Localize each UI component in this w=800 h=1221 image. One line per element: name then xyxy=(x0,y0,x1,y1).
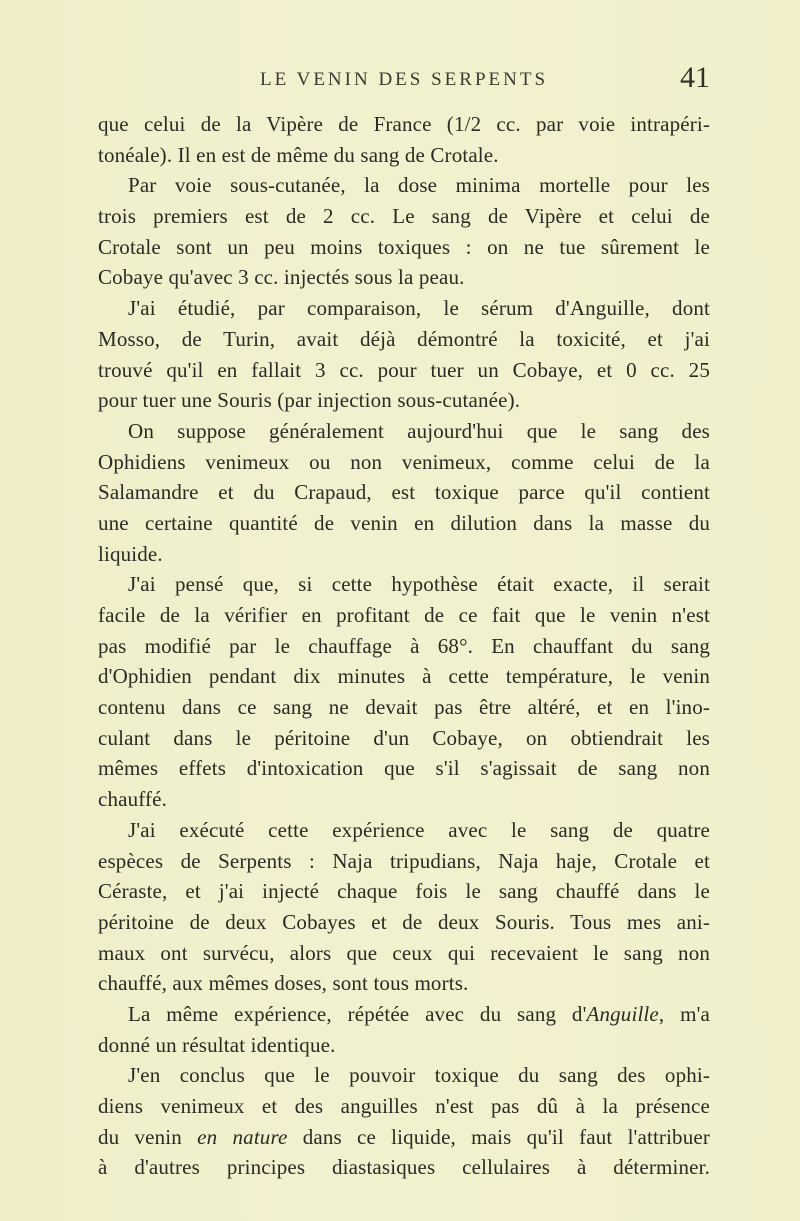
text-line: Cobaye qu'avec 3 cc. injectés sous la peau. xyxy=(98,265,465,290)
text-line: trois premiers est de 2 cc. Le sang de Vipère et celui de xyxy=(98,204,710,229)
text-line: pour tuer une Souris (par injection sous-cutanée). xyxy=(98,388,521,413)
text-line: péritoine de deux Cobayes et de deux Souris. Tous mes ani- xyxy=(98,909,710,934)
page-header xyxy=(98,62,710,98)
italic-term: Anguille xyxy=(586,1001,659,1026)
italic-term: en nature xyxy=(197,1124,288,1149)
text-line: contenu dans ce sang ne devait pas être altéré, et en l'ino- xyxy=(98,695,710,720)
text-run: dans ce liquide, mais qu'il faut l'attribuer xyxy=(287,1124,710,1149)
running-title: LE VENIN DES SERPENTS xyxy=(259,69,549,90)
text-line: espèces de Serpents : Naja tripudians, Naja haje, Crotale et xyxy=(98,848,710,873)
page-number: 41 xyxy=(680,61,710,94)
text-line: Mosso, de Turin, avait déjà démontré la toxicité, et j'ai xyxy=(98,326,710,351)
text-line: liquide. xyxy=(98,541,163,566)
text-line: Céraste, et j'ai injecté chaque fois le sang chauffé dans le xyxy=(98,879,710,904)
text-line: donné un résultat identique. xyxy=(98,1032,336,1057)
text-line: trouvé qu'il en fallait 3 cc. pour tuer un Cobaye, et 0 cc. 25 xyxy=(98,357,710,382)
text-line: facile de la vérifier en profitant de ce fait que le venin n'est xyxy=(98,603,710,627)
text-run: du venin xyxy=(98,1124,198,1149)
text-line: J'ai pensé que, si cette hypothèse était exacte, il serait xyxy=(128,572,710,597)
text-line xyxy=(98,999,710,1030)
text-line: mêmes effets d'intoxication que s'il s'agissait de sang non xyxy=(98,756,710,781)
text-line: maux ont survécu, alors que ceux qui recevaient le sang non xyxy=(98,940,710,965)
text-line: une certaine quantité de venin en dilution dans la masse du xyxy=(98,510,710,535)
text-line: chauffé. xyxy=(98,787,168,812)
text-line: que celui de la Vipère de France (1/2 cc. par voie intrapéri- xyxy=(98,112,710,136)
body-text xyxy=(98,109,710,1183)
text-line: J'en conclus que le pouvoir toxique du sang des ophi- xyxy=(128,1063,710,1088)
text-line: Crotale sont un peu moins toxiques : on ne tue sûrement le xyxy=(98,234,710,259)
text-line: J'ai étudié, par comparaison, le sérum d'Anguille, dont xyxy=(128,296,710,321)
text-line: à d'autres principes diastasiques cellulaires à déterminer. xyxy=(98,1155,710,1180)
text-run: , m'a xyxy=(658,1001,710,1026)
text-line: diens venimeux et des anguilles n'est pas dû à la présence xyxy=(98,1094,710,1118)
text-line: tonéale). Il en est de même du sang de Crotale. xyxy=(98,142,499,167)
text-line: Par voie sous-cutanée, la dose minima mortelle pour les xyxy=(128,173,710,198)
text-line: Ophidiens venimeux ou non venimeux, comme celui de la xyxy=(98,449,710,474)
text-line: culant dans le péritoine d'un Cobaye, on obtiendrait les xyxy=(98,725,710,750)
text-line: J'ai exécuté cette expérience avec le sang de quatre xyxy=(128,817,710,842)
text-line xyxy=(98,1122,710,1153)
text-line: Salamandre et du Crapaud, est toxique parce qu'il contient xyxy=(98,480,710,505)
text-line: pas modifié par le chauffage à 68°. En chauffant du sang xyxy=(98,633,710,658)
text-line: chauffé, aux mêmes doses, sont tous morts. xyxy=(98,971,469,996)
text-line: d'Ophidien pendant dix minutes à cette température, le venin xyxy=(98,664,710,689)
text-line: On suppose généralement aujourd'hui que le sang des xyxy=(128,418,710,443)
text-run: La même expérience, répétée avec du sang d' xyxy=(128,1001,587,1026)
